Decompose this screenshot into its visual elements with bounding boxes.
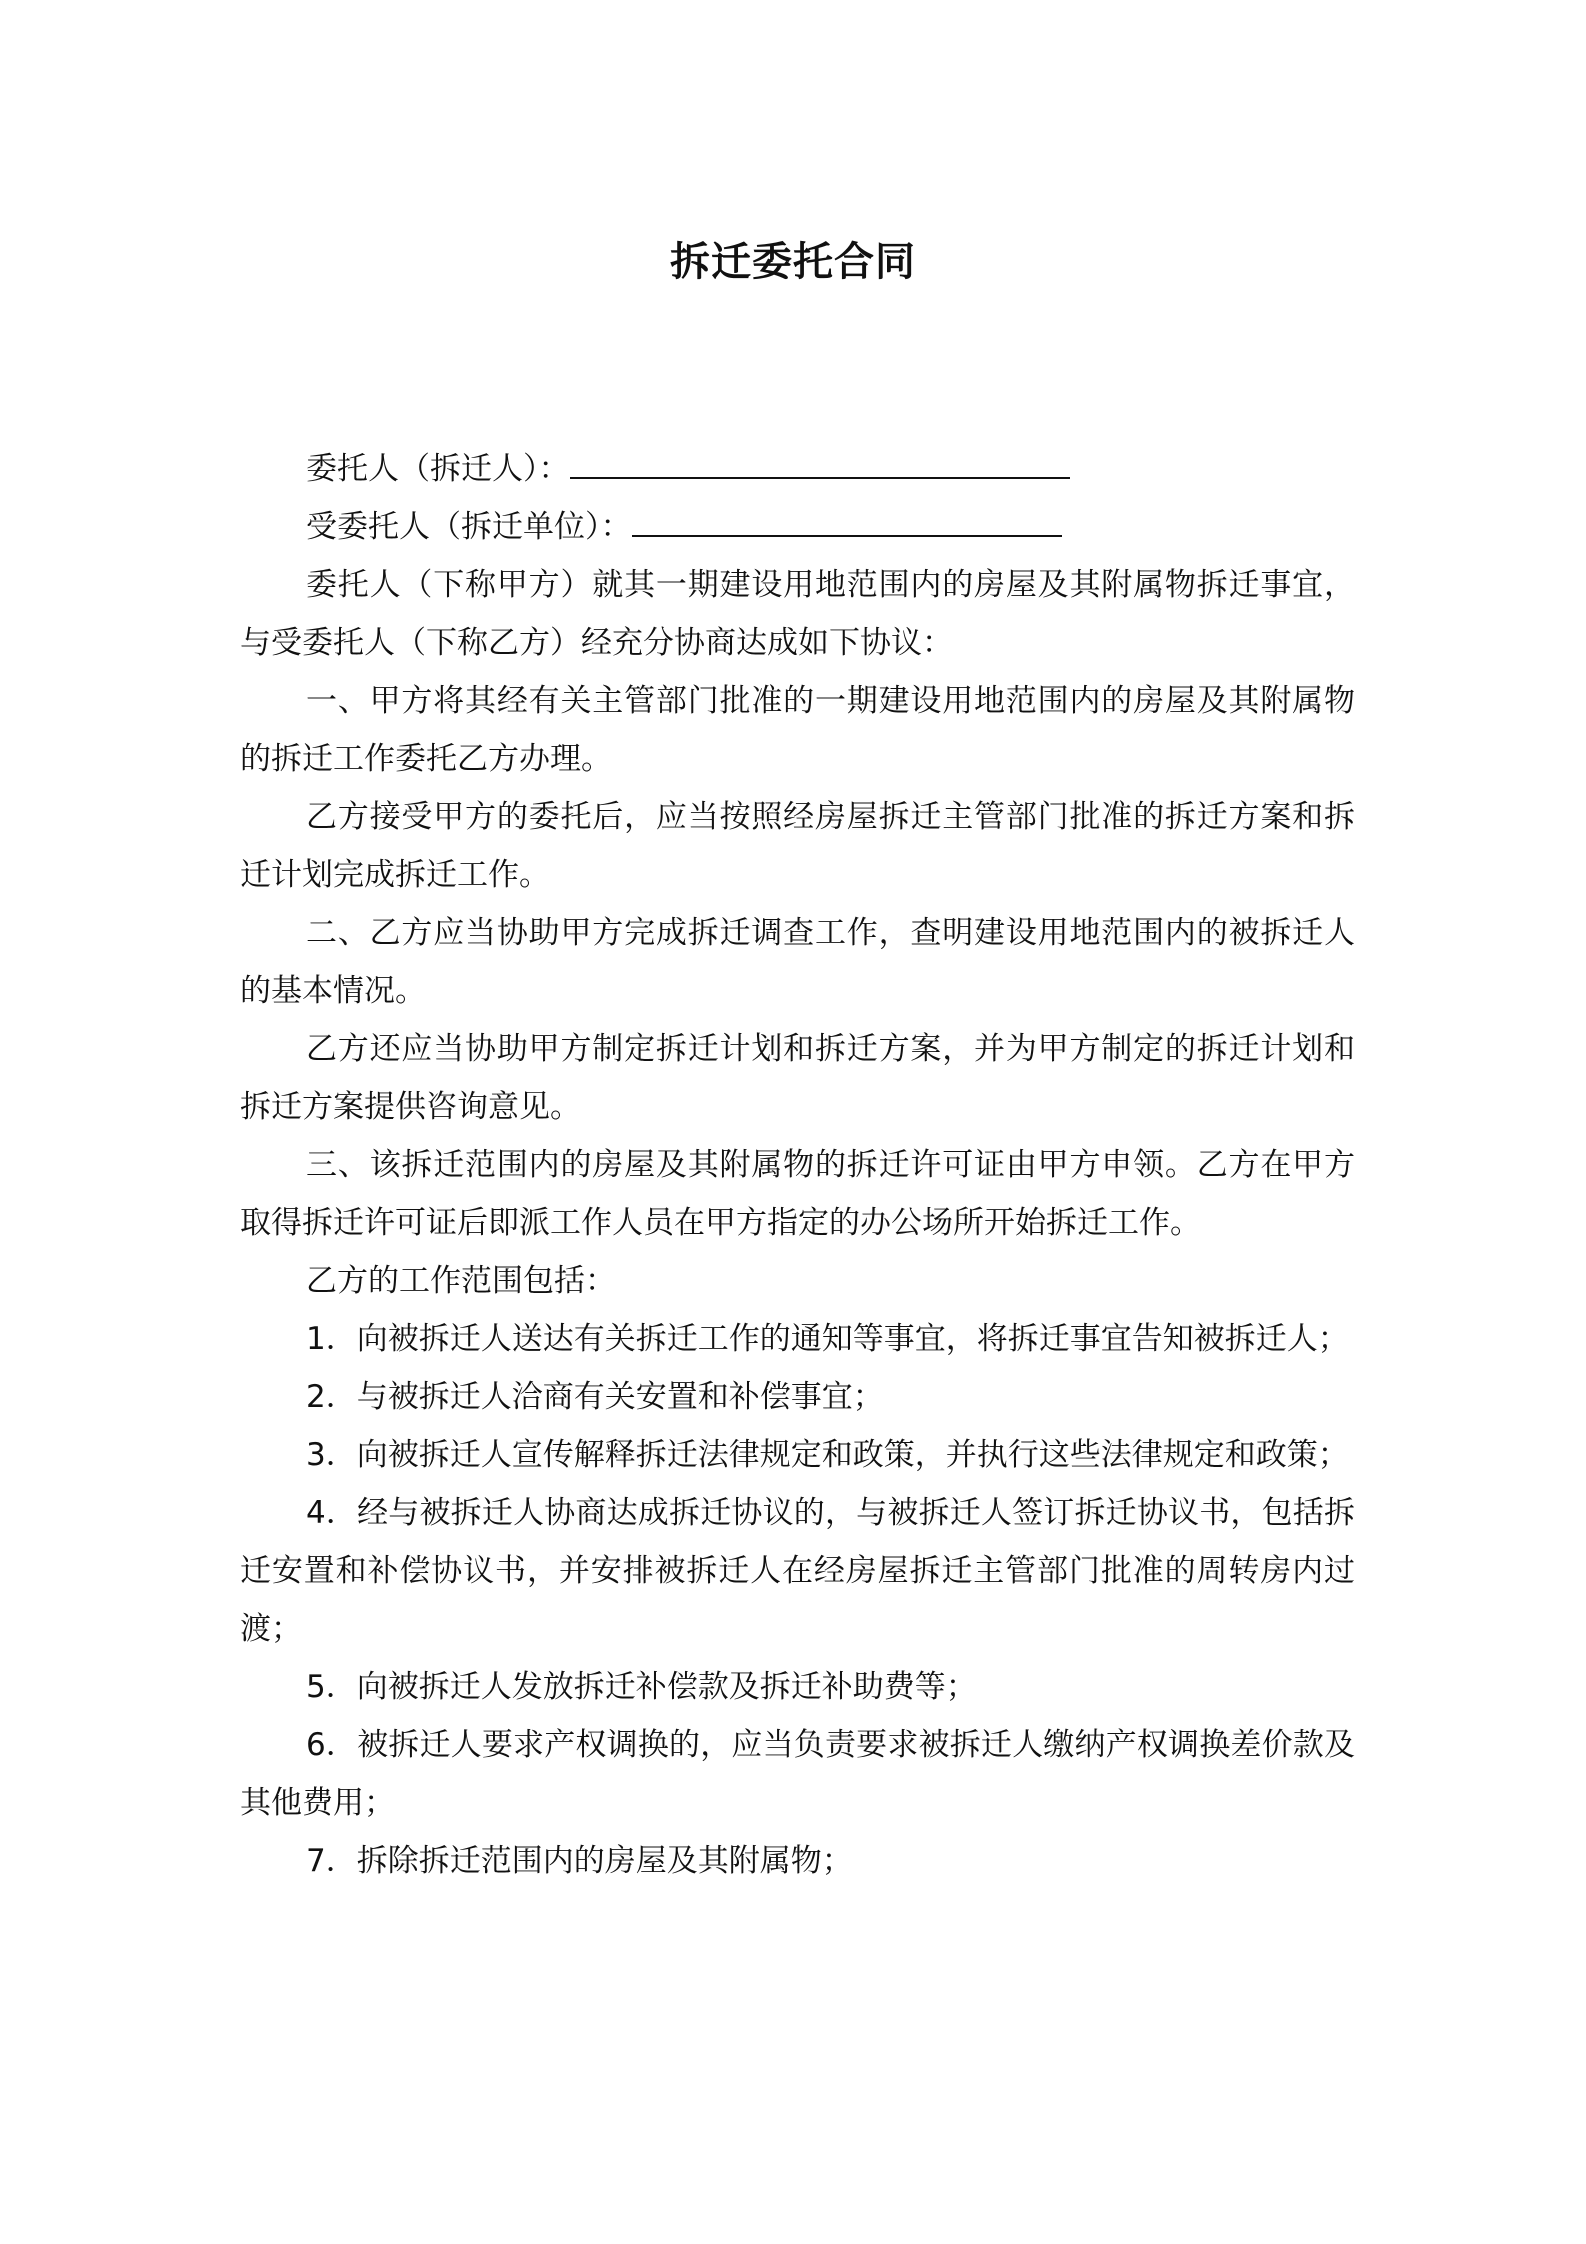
- paragraph-clause-2: 二、乙方应当协助甲方完成拆迁调查工作，查明建设用地范围内的被拆迁人的基本情况。: [240, 915, 1355, 1009]
- scope-item-6: 6．被拆迁人要求产权调换的，应当负责要求被拆迁人缴纳产权调换差价款及其他费用；: [240, 1727, 1355, 1821]
- paragraph-clause-2-b: 乙方还应当协助甲方制定拆迁计划和拆迁方案，并为甲方制定的拆迁计划和拆迁方案提供咨询意见。: [240, 1031, 1355, 1125]
- scope-item-5: 5．向被拆迁人发放拆迁补偿款及拆迁补助费等；: [306, 1669, 977, 1705]
- document-title: 拆迁委托合同: [670, 239, 916, 285]
- paragraph-scope-heading: 乙方的工作范围包括：: [306, 1263, 616, 1299]
- scope-item-1: 1．向被拆迁人送达有关拆迁工作的通知等事宜，将拆迁事宜告知被拆迁人；: [306, 1321, 1349, 1357]
- party-client-label: 委托人（拆迁人）：: [306, 451, 570, 487]
- party-client-line: [240, 440, 1355, 498]
- document-body: [240, 440, 1355, 1890]
- paragraph-clause-1-b: 乙方接受甲方的委托后，应当按照经房屋拆迁主管部门批准的拆迁方案和拆迁计划完成拆迁工作。: [240, 799, 1355, 893]
- party-contractor-line: [240, 498, 1355, 556]
- party-contractor-blank[interactable]: [632, 507, 1062, 537]
- paragraph-preamble: 委托人（下称甲方）就其一期建设用地范围内的房屋及其附属物拆迁事宜，与受委托人（下称乙方）经充分协商达成如下协议：: [240, 567, 1355, 661]
- paragraph-clause-3: 三、该拆迁范围内的房屋及其附属物的拆迁许可证由甲方申领。乙方在甲方取得拆迁许可证后即派工作人员在甲方指定的办公场所开始拆迁工作。: [240, 1147, 1355, 1241]
- paragraph-clause-1: 一、甲方将其经有关主管部门批准的一期建设用地范围内的房屋及其附属物的拆迁工作委托乙方办理。: [240, 683, 1355, 777]
- scope-item-4: 4．经与被拆迁人协商达成拆迁协议的，与被拆迁人签订拆迁协议书，包括拆迁安置和补偿协议书，并安排被拆迁人在经房屋拆迁主管部门批准的周转房内过渡；: [240, 1495, 1355, 1647]
- scope-item-2: 2．与被拆迁人洽商有关安置和补偿事宜；: [306, 1379, 884, 1415]
- party-client-blank[interactable]: [570, 449, 1070, 479]
- scope-item-3: 3．向被拆迁人宣传解释拆迁法律规定和政策，并执行这些法律规定和政策；: [306, 1437, 1349, 1473]
- party-contractor-label: 受委托人（拆迁单位）：: [306, 509, 632, 545]
- scope-item-7: 7．拆除拆迁范围内的房屋及其附属物；: [306, 1843, 853, 1879]
